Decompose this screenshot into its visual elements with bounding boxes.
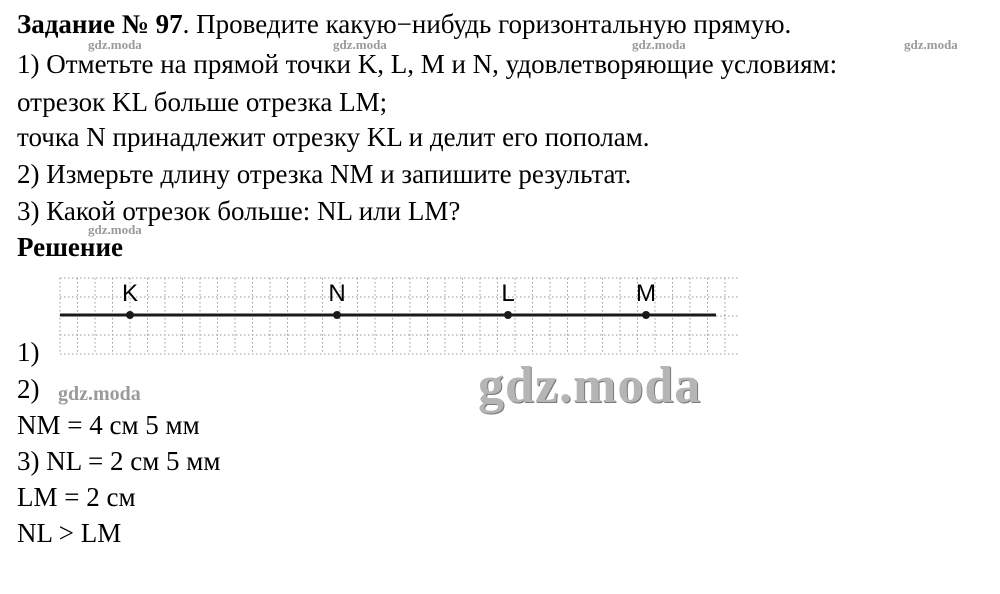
- task-title: [17, 8, 791, 40]
- solution-heading: Решение: [17, 232, 123, 262]
- task-title-text: . Проведите какую−нибудь горизонтальную прямую.: [182, 9, 792, 39]
- solution-line: LM = 2 см: [17, 482, 136, 512]
- task-line: 3) Какой отрезок больше: NL или LM?: [17, 196, 461, 226]
- watermark-large: gdz.moda: [478, 357, 702, 414]
- point-label-l: L: [501, 280, 515, 307]
- task-line: 2) Измерьте длину отрезка NM и запишите результат.: [17, 159, 632, 189]
- point-k: [126, 311, 134, 319]
- task-number: Задание № 97: [17, 9, 183, 39]
- task-line: отрезок KL больше отрезка LM;: [17, 87, 388, 117]
- points: [122, 280, 656, 319]
- solution-line: 2): [17, 374, 40, 404]
- point-l: [504, 311, 512, 319]
- watermark: gdz.moda: [58, 383, 141, 405]
- task-line: 1) Отметьте на прямой точки K, L, M и N, удовлетворяющие условиям:: [17, 49, 838, 79]
- point-label-m: M: [636, 280, 656, 307]
- solution-line: 1): [17, 337, 40, 367]
- solution-line: NM = 4 см 5 мм: [17, 410, 200, 440]
- watermark: gdz.moda: [632, 37, 686, 52]
- point-label-k: K: [121, 280, 139, 307]
- number-line-figure: [50, 272, 750, 362]
- watermark: gdz.moda: [88, 222, 142, 237]
- watermark: gdz.moda: [904, 37, 958, 52]
- watermark: gdz.moda: [333, 37, 387, 52]
- task-line: точка N принадлежит отрезку KL и делит его пополам.: [17, 122, 650, 152]
- point-n: [333, 311, 341, 319]
- solution-line: NL > LM: [17, 518, 122, 548]
- point-m: [642, 311, 650, 319]
- solution-line: 3) NL = 2 см 5 мм: [17, 446, 221, 476]
- point-label-n: N: [328, 280, 346, 307]
- watermark: gdz.moda: [88, 37, 142, 52]
